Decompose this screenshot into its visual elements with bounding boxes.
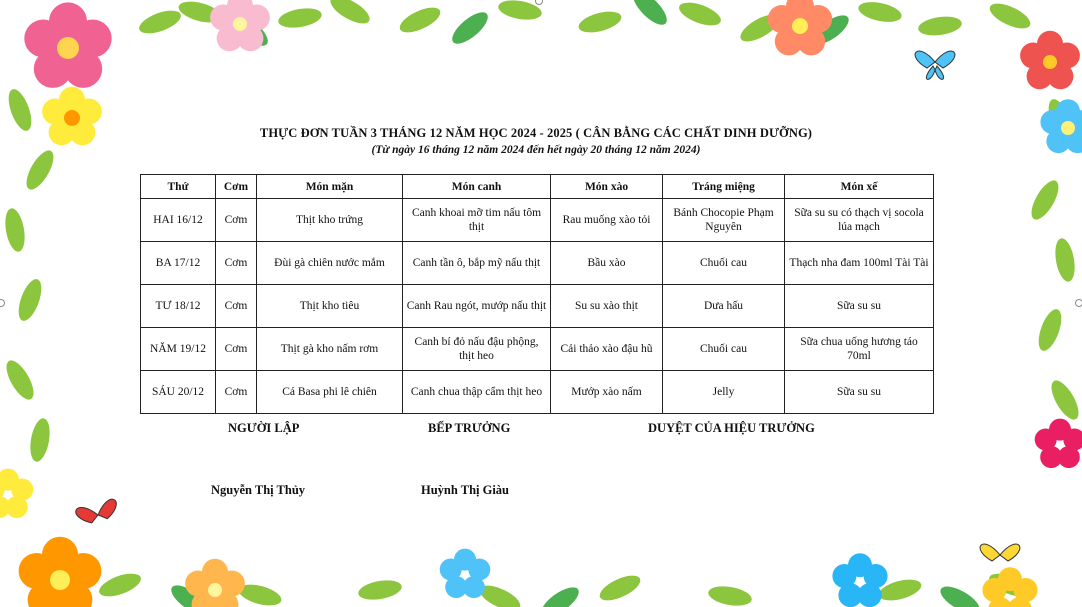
table-cell: Bánh Chocopie Phạm Nguyên: [663, 199, 785, 242]
table-cell: Sữa su su: [785, 371, 934, 414]
table-cell: Sữa chua uống hương táo 70ml: [785, 328, 934, 371]
weekly-menu-table: [140, 174, 934, 414]
table-header-row: [141, 175, 934, 199]
table-cell: BA 17/12: [141, 242, 216, 285]
column-header-soup: Món canh: [403, 175, 551, 199]
table-cell: Cơm: [216, 285, 257, 328]
signature-name-maker: Nguyễn Thị Thủy: [211, 483, 306, 497]
table-cell: Thịt gà kho nấm rơm: [257, 328, 403, 371]
table-row: [141, 328, 934, 371]
signature-title-chef: BẾP TRƯỞNG: [428, 421, 511, 435]
table-cell: Cơm: [216, 242, 257, 285]
table-cell: Cơm: [216, 371, 257, 414]
table-cell: Bầu xào: [551, 242, 663, 285]
table-row: [141, 199, 934, 242]
table-cell: SÁU 20/12: [141, 371, 216, 414]
table-cell: Cải thảo xào đậu hũ: [551, 328, 663, 371]
table-cell: Chuối cau: [663, 242, 785, 285]
table-cell: Canh khoai mỡ tim nấu tôm thịt: [403, 199, 551, 242]
table-cell: Cơm: [216, 199, 257, 242]
table-cell: Chuối cau: [663, 328, 785, 371]
table-cell: NĂM 19/12: [141, 328, 216, 371]
column-header-afternoon-snack: Món xế: [785, 175, 934, 199]
table-cell: TƯ 18/12: [141, 285, 216, 328]
column-header-rice: Cơm: [216, 175, 257, 199]
table-cell: Cơm: [216, 328, 257, 371]
column-header-day: Thứ: [141, 175, 216, 199]
menu-date-range: (Từ ngày 16 tháng 12 năm 2024 đến hết ngày 20 tháng 12 năm 2024): [371, 144, 701, 156]
table-cell: HAI 16/12: [141, 199, 216, 242]
table-cell: Thạch nha đam 100ml Tài Tài: [785, 242, 934, 285]
table-cell: Cá Basa phi lê chiên: [257, 371, 403, 414]
signature-title-maker: NGƯỜI LẬP: [228, 421, 300, 435]
selection-handle-right[interactable]: [1075, 299, 1082, 307]
table-cell: Mướp xào nấm: [551, 371, 663, 414]
table-cell: Su su xào thịt: [551, 285, 663, 328]
table-cell: Jelly: [663, 371, 785, 414]
column-header-main-dish: Món mặn: [257, 175, 403, 199]
table-cell: Rau muống xào tỏi: [551, 199, 663, 242]
table-cell: Dưa hấu: [663, 285, 785, 328]
table-cell: Canh tần ô, bắp mỹ nấu thịt: [403, 242, 551, 285]
signature-title-principal: DUYỆT CỦA HIỆU TRƯỞNG: [648, 421, 815, 435]
table-cell: Sữa su su có thạch vị socola lúa mạch: [785, 199, 934, 242]
table-row: [141, 285, 934, 328]
menu-title: THỰC ĐƠN TUẦN 3 THÁNG 12 NĂM HỌC 2024 - 2025 ( CÂN BẰNG CÁC CHẤT DINH DƯỠNG): [259, 126, 813, 140]
column-header-dessert: Tráng miệng: [663, 175, 785, 199]
table-cell: Canh chua thập cẩm thịt heo: [403, 371, 551, 414]
table-row: [141, 242, 934, 285]
table-row: [141, 371, 934, 414]
table-cell: Canh Rau ngót, mướp nấu thịt: [403, 285, 551, 328]
table-cell: Sữa su su: [785, 285, 934, 328]
table-cell: Thịt kho trứng: [257, 199, 403, 242]
signature-name-chef: Huỳnh Thị Giàu: [421, 483, 510, 497]
table-cell: Đùi gà chiên nước mắm: [257, 242, 403, 285]
column-header-stir-fry: Món xào: [551, 175, 663, 199]
table-cell: Canh bí đỏ nấu đậu phộng, thịt heo: [403, 328, 551, 371]
table-cell: Thịt kho tiêu: [257, 285, 403, 328]
